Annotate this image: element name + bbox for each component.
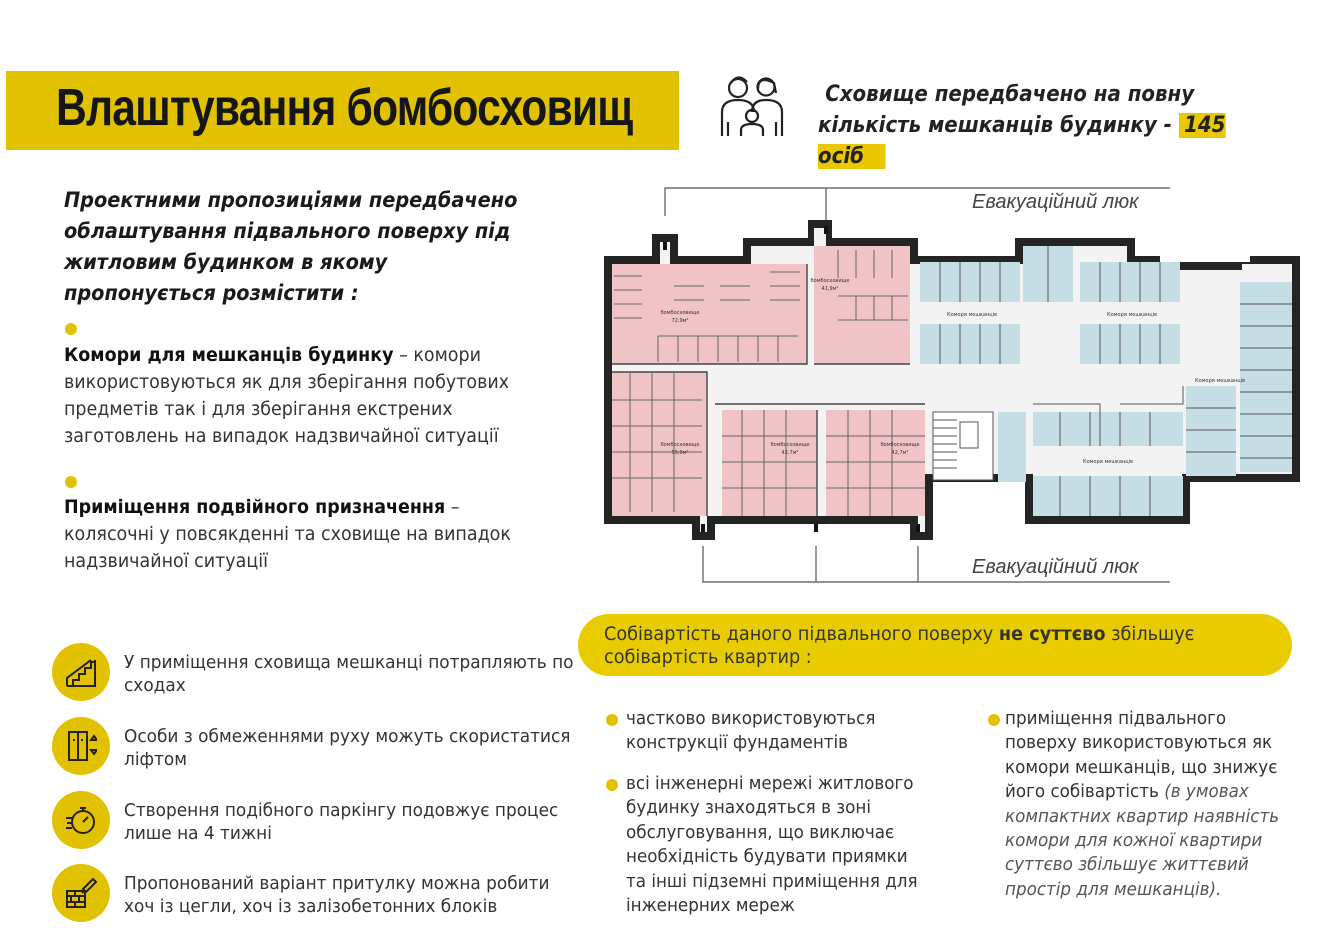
stairs-icon (65, 656, 97, 688)
cost-banner-text (604, 623, 1236, 669)
storage-label: Комори мешканців (947, 312, 997, 318)
hatch-label-bottom: Евакуаційний люк (972, 556, 1139, 578)
feature-stairs-text: У приміщення сховища мешканці потрапляють по сходах (124, 652, 574, 696)
stairwell (933, 412, 993, 480)
cost-point-foundation: частково використовуються конструкції фундаментів (626, 708, 876, 754)
item-dual-text: – колясочні у повсякденні та сховище на випадок надзвичайної ситуації (64, 496, 511, 572)
shelter-label: бомбосховище (660, 310, 700, 316)
capacity-highlight: 145 осіб (818, 113, 1226, 169)
page-title: Влаштування бомбосховищ (56, 79, 633, 137)
cost-point-storage-text: приміщення підвального поверху використовуються як комори мешканців, що знижує його собівартість (1005, 708, 1278, 803)
capacity-line2: кількість мешканців будинку - (818, 113, 1172, 138)
hatch-label-top: Евакуаційний люк (972, 191, 1139, 213)
bullet-dot (65, 476, 77, 488)
feature-material-text: Пропонований варіант притулку можна робити хоч із цегли, хоч із залізобетонних блоків (124, 873, 550, 917)
bullet-dot (65, 323, 77, 335)
feature-time (52, 791, 612, 851)
feature-stairs (52, 643, 612, 703)
capacity-line1: Сховище передбачено на повну (825, 82, 1195, 107)
storage-label: Комори мешканців (1107, 312, 1157, 318)
shelter-label: бомбосховище (810, 278, 850, 284)
cost-after: збільшує собівартість квартир : (604, 623, 1195, 668)
elevator-icon (65, 730, 97, 762)
cost-point-storage (1005, 707, 1284, 902)
bullet-dot (606, 714, 618, 726)
intro-text: Проектними пропозиціями передбачено облаштування підвального поверху під житловим будинком в якому пропонується розмістити : (64, 188, 518, 305)
cost-point-storage-note: (в умовах компактних квартир наявність комори для кожної квартири суттєво збільшує життєвий простір для мешканців). (1005, 781, 1280, 900)
feature-time-text: Створення подібного паркінгу подовжує процес лише на 4 тижні (124, 800, 559, 844)
shelter-label: бомбосховище (770, 442, 810, 448)
feature-material (52, 864, 612, 924)
cost-point-networks: всі інженерні мережі житлового будинку знаходяться в зоні обслуговування, що виключає необхідність будувати приямки та інші підземні приміщення для інженерних мереж (626, 773, 918, 917)
feature-elevator (52, 717, 612, 777)
shelter-label: бомбосховище (880, 442, 920, 448)
shelter-area: 42,7м² (891, 450, 909, 456)
shelter-area: 42,7м² (781, 450, 799, 456)
item-dual-title: Приміщення подвійного призначення (64, 496, 446, 518)
bullet-dot (988, 714, 1000, 726)
cost-bold: не суттєво (998, 623, 1106, 645)
capacity-note (818, 79, 1285, 172)
item-storage-title: Комори для мешканців будинку (64, 344, 394, 366)
bullet-dot (606, 779, 618, 791)
item-dual-purpose (64, 494, 542, 575)
family-icon (716, 72, 788, 138)
shelter-area: 72,9м² (671, 318, 689, 324)
shelter-label: бомбосховище (660, 442, 700, 448)
item-storage-text: – комори використовуються як для зберігання побутових предметів так і для зберігання екстрених заготовлень на випадок надзвичайної ситуації (64, 344, 510, 447)
cost-before: Собівартість даного підвального поверху (604, 623, 999, 645)
basement-floor-plan (600, 186, 1310, 586)
brick-wall-icon (65, 877, 97, 909)
shelter-area: 55,0м² (671, 450, 689, 456)
shelter-area: 41,9м² (821, 286, 839, 292)
feature-elevator-text: Особи з обмеженнями руху можуть скористатися ліфтом (124, 726, 571, 770)
storage-label: Комори мешканців (1083, 459, 1133, 465)
storage-label: Комори мешканців (1195, 378, 1245, 384)
item-storage (64, 342, 542, 450)
stopwatch-icon (65, 804, 97, 836)
